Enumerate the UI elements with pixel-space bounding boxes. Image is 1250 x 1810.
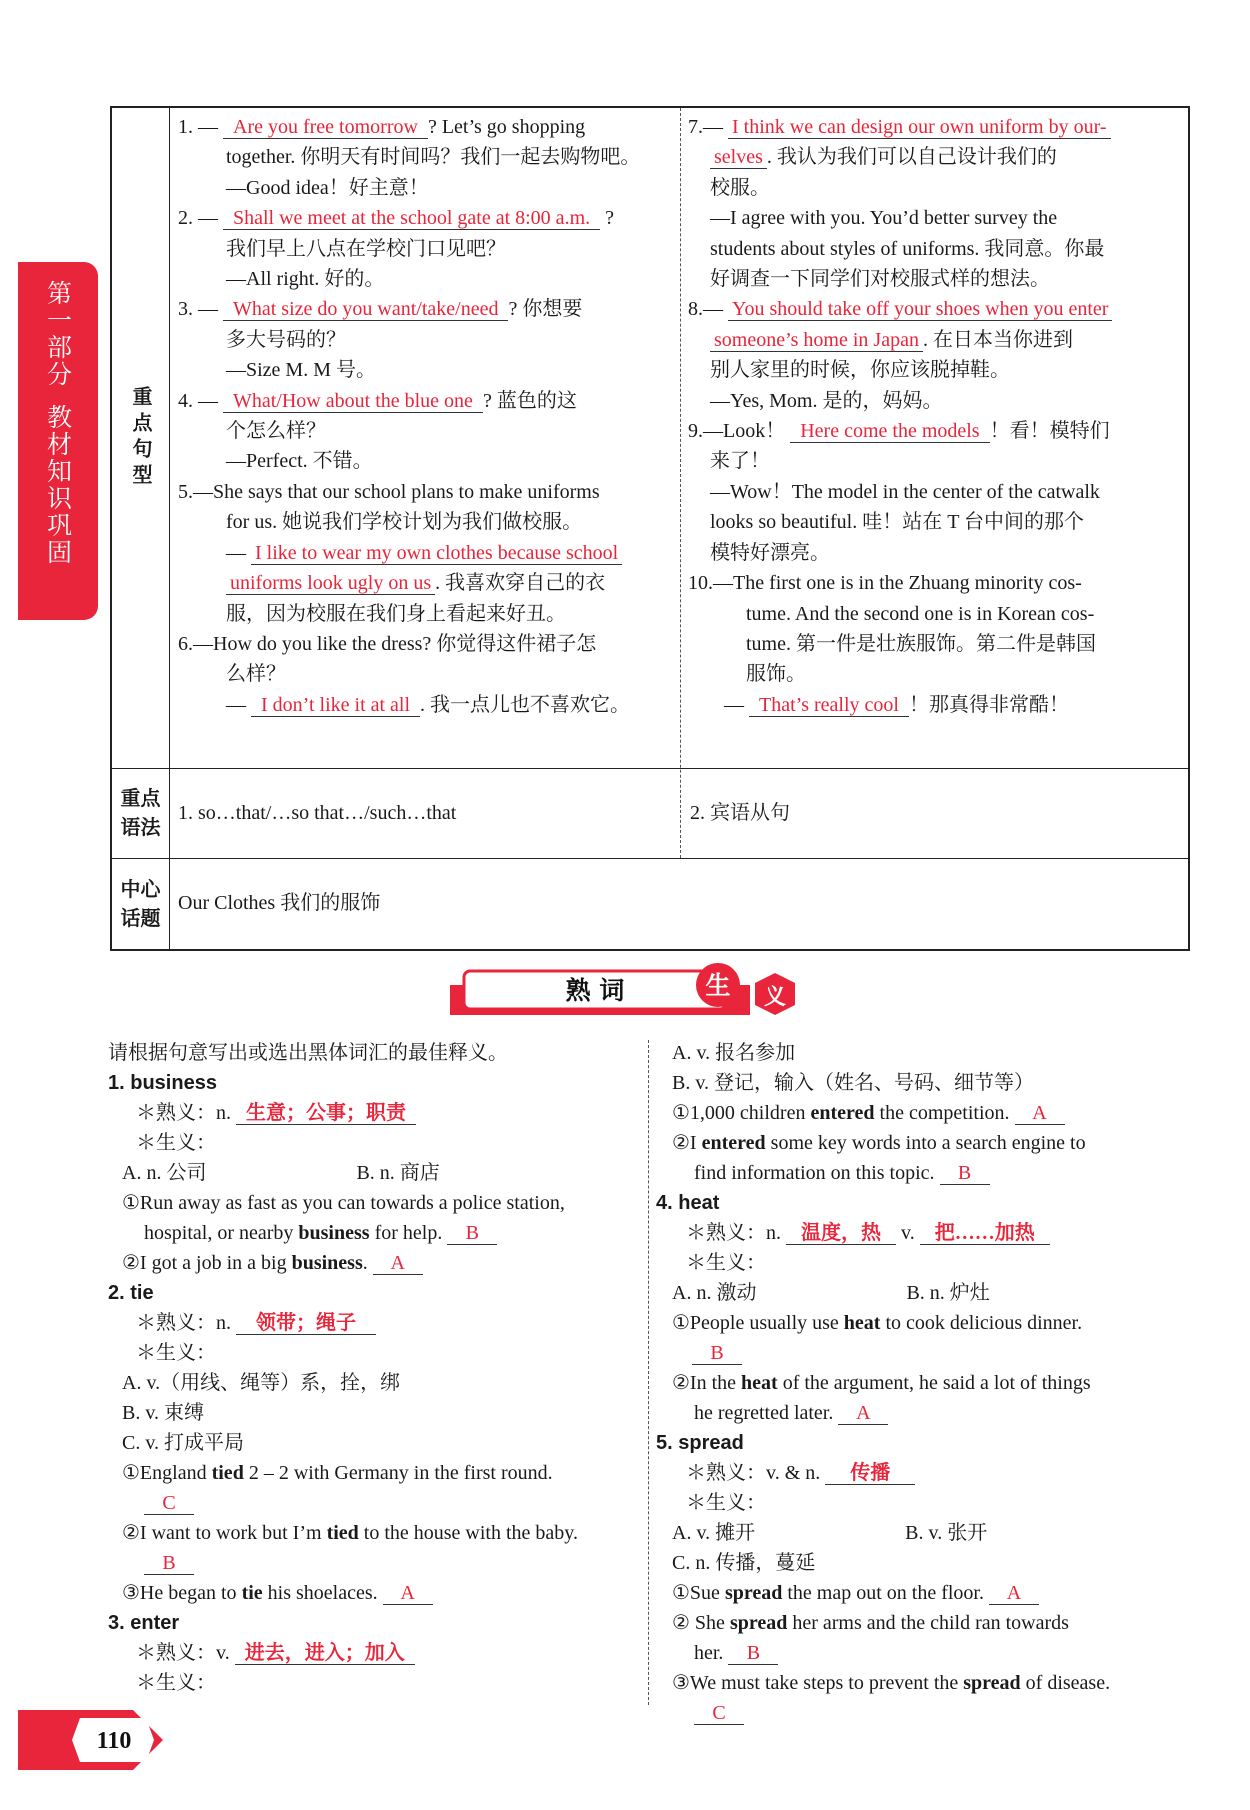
text-line xyxy=(108,1488,638,1518)
text-line: 3. enter xyxy=(108,1612,180,1634)
answer-blank: I like to wear my own clothes because school xyxy=(251,543,622,565)
text-line: 来了！ xyxy=(710,450,770,473)
text-line: — I don’t like it at all . 我一点儿也不喜欢它。 xyxy=(226,693,631,716)
answer-blank: That’s really cool xyxy=(749,695,909,717)
answer-blank: Here come the models xyxy=(790,421,989,443)
text-line: 多大号码的？ xyxy=(226,328,346,351)
side-tab-title: 教材知识巩固 xyxy=(43,404,73,566)
answer-blank: uniforms look ugly on us xyxy=(226,573,435,595)
answer-blank: B xyxy=(940,1163,990,1185)
sentence-list-left xyxy=(178,112,674,720)
text-line: ①Run away as fast as you can towards a police station, xyxy=(122,1192,565,1214)
grammar-point-2: 2. 宾语从句 xyxy=(690,802,790,824)
answer-blank: B xyxy=(447,1223,497,1245)
answer-blank: A xyxy=(1015,1103,1065,1125)
text-line: 1. business xyxy=(108,1072,217,1094)
answer-blank: B xyxy=(728,1643,778,1665)
sentence-8: 8.— You should take off your shoes when you enter xyxy=(688,294,1186,324)
answer-blank: I think we can design our own uniform by our- xyxy=(728,117,1111,139)
text-line: together. 你明天有时间吗？我们一起去购物吧。 xyxy=(226,146,641,169)
text-line: ③We must take steps to prevent the spread of disease. xyxy=(672,1672,1111,1694)
text-line: —Size M. M 号。 xyxy=(226,359,376,382)
text-line: A. n. 公司 B. n. 商店 xyxy=(122,1162,440,1184)
side-tab-part: 第一部分 xyxy=(43,280,73,388)
grammar-point-1: 1. so…that/…so that…/such…that xyxy=(178,802,457,824)
text-line: someone’s home in Japan . 在日本当你进到 xyxy=(688,325,1186,355)
answer-blank: A xyxy=(838,1403,888,1425)
text-line: 么样？ xyxy=(226,663,286,686)
answer-blank: What size do you want/take/need xyxy=(223,299,508,321)
sentence-9: 9.—Look！ Here come the models ！看！模特们 xyxy=(688,420,1110,443)
text-line: 别人家里的时候，你应该脱掉鞋。 xyxy=(710,359,1010,382)
sentence-3: 3. — What size do you want/take/need ? 你想要 xyxy=(178,298,583,321)
page-number: 110 xyxy=(96,1728,132,1754)
text-line: A. v.（用线、绳等）系，拴，绑 xyxy=(122,1372,401,1394)
sentence-10: 10.—The first one is in the Zhuang minority cos- xyxy=(688,572,1082,595)
text-line: — That’s really cool ！那真得非常酷！ xyxy=(724,693,1069,716)
text-line: selves . 我认为我们可以自己设计我们的 xyxy=(688,142,1186,172)
text-line: ② She spread her arms and the child ran towards xyxy=(672,1612,1069,1634)
text-line: ②In the heat of the argument, he said a lot of things xyxy=(672,1372,1091,1394)
text-line: — I like to wear my own clothes because school xyxy=(178,538,674,568)
text-line: 校服。 xyxy=(710,176,770,199)
text-line: tume. 第一件是壮族服饰。第二件是韩国 xyxy=(746,632,1096,655)
answer-blank: 把……加热 xyxy=(920,1223,1050,1245)
text-line: ＊生义： xyxy=(136,1342,216,1364)
text-line: ②I want to work but I’m tied to the house with the baby. xyxy=(122,1522,578,1544)
words-right-column xyxy=(656,1038,1182,1728)
text-line: ＊生义： xyxy=(686,1492,766,1514)
banner-graphic xyxy=(450,963,810,1023)
badge-yi: 义 xyxy=(763,985,787,1010)
text-line: ＊熟义：v. 进去，进入；加入 xyxy=(108,1638,638,1668)
text-line: ①People usually use heat to cook delicious dinner. xyxy=(672,1312,1083,1334)
answer-blank: selves xyxy=(710,147,767,169)
text-line: A. v. 报名参加 xyxy=(672,1042,796,1064)
text-line: C. v. 打成平局 xyxy=(122,1432,245,1454)
answer-blank: A xyxy=(989,1583,1039,1605)
text-line: hospital, or nearby business for help. B xyxy=(108,1218,638,1248)
answer-blank: A xyxy=(383,1583,433,1605)
answer-blank: 温度，热 xyxy=(786,1223,896,1245)
text-line: 5. spread xyxy=(656,1432,744,1454)
text-line: C. n. 传播，蔓延 xyxy=(672,1552,816,1574)
text-line: tume. And the second one is in Korean cos- xyxy=(746,602,1095,625)
text-line: 服，因为校服在我们身上看起来好丑。 xyxy=(226,602,566,625)
text-line: ②I got a job in a big business. A xyxy=(108,1248,638,1278)
text-line: 4. heat xyxy=(656,1192,720,1214)
answer-blank: C xyxy=(694,1703,744,1725)
text-line: for us. 她说我们学校计划为我们做校服。 xyxy=(226,511,583,534)
sentence-2: 2. — Shall we meet at the school gate at 8:00 a.m. ? xyxy=(178,207,615,230)
text-line: —All right. 好的。 xyxy=(226,268,385,291)
text-line: —Perfect. 不错。 xyxy=(226,450,373,473)
answer-blank: Shall we meet at the school gate at 8:00 a.m. xyxy=(223,208,600,230)
answer-blank: You should take off your shoes when you enter xyxy=(728,299,1112,321)
text-line: —Good idea！好主意！ xyxy=(226,176,429,199)
text-line: looks so beautiful. 哇！站在 T 台中间的那个 xyxy=(710,511,1085,534)
answer-blank: 生意；公事；职责 xyxy=(236,1103,416,1125)
answer-blank: someone’s home in Japan xyxy=(710,330,923,352)
text-line: 2. tie xyxy=(108,1282,154,1304)
answer-blank: B xyxy=(144,1553,194,1575)
text-line: B. v. 束缚 xyxy=(122,1402,205,1424)
sentence-7: 7.— I think we can design our own uniform by our- xyxy=(688,112,1186,142)
text-line: uniforms look ugly on us . 我喜欢穿自己的衣 xyxy=(178,568,674,598)
text-line: 服饰。 xyxy=(746,663,806,686)
text-line: B. v. 登记，输入（姓名、号码、细节等） xyxy=(672,1072,1035,1094)
text-line xyxy=(672,1698,1182,1728)
text-line: —Yes, Mom. 是的，妈妈。 xyxy=(710,389,943,412)
text-line: ＊熟义：n. 生意；公事；职责 xyxy=(108,1098,638,1128)
sentence-5: 5.—She says that our school plans to make uniforms xyxy=(178,480,600,503)
instruction: 请根据句意写出或选出黑体词汇的最佳释义。 xyxy=(108,1042,508,1064)
key-points-table xyxy=(110,106,1190,951)
text-line: 好调查一下同学们对校服式样的想法。 xyxy=(710,268,1050,291)
answer-blank: Are you free tomorrow xyxy=(223,117,428,139)
sentence-6: 6.—How do you like the dress? 你觉得这件裙子怎 xyxy=(178,632,597,655)
section-side-tab xyxy=(18,262,98,620)
topic-text: Our Clothes 我们的服饰 xyxy=(178,892,381,914)
sentence-list-right xyxy=(688,112,1186,720)
text-line: ①1,000 children entered the competition. A xyxy=(672,1098,1182,1128)
sentence-4: 4. — What/How about the blue one ? 蓝色的这 xyxy=(178,389,577,412)
sentence-header: 重点句型 xyxy=(112,108,170,768)
text-line: ①Sue spread the map out on the floor. A xyxy=(672,1578,1182,1608)
text-line: 我们早上八点在学校门口见吧？ xyxy=(226,237,506,260)
answer-blank: B xyxy=(692,1343,742,1365)
badge-sheng: 生 xyxy=(705,971,731,1000)
banner-title: 熟 词 xyxy=(565,976,625,1005)
section-banner xyxy=(450,963,810,1023)
sentence-1: 1. — Are you free tomorrow ? Let’s go shopping xyxy=(178,116,586,138)
text-line xyxy=(108,1548,638,1578)
text-line: students about styles of uniforms. 我同意。你最 xyxy=(710,237,1105,260)
text-line: ＊生义： xyxy=(686,1252,766,1274)
answer-blank: A xyxy=(373,1253,423,1275)
text-line: 个怎么样？ xyxy=(226,420,326,443)
topic-header: 中心话题 xyxy=(112,858,170,949)
text-line: —I agree with you. You’d better survey the xyxy=(710,207,1058,230)
answer-blank: C xyxy=(144,1493,194,1515)
text-line xyxy=(672,1338,1182,1368)
answer-blank: 传播 xyxy=(825,1463,915,1485)
text-line: her. B xyxy=(672,1638,1182,1668)
answer-blank: What/How about the blue one xyxy=(223,391,483,413)
words-left-column xyxy=(108,1038,638,1698)
text-line: ③He began to tie his shoelaces. A xyxy=(108,1578,638,1608)
text-line: ＊生义： xyxy=(136,1672,216,1694)
text-line: A. v. 摊开 B. v. 张开 xyxy=(672,1522,988,1544)
text-line: find information on this topic. B xyxy=(672,1158,1182,1188)
text-line: A. n. 激动 B. n. 炉灶 xyxy=(672,1282,990,1304)
answer-blank: 领带；绳子 xyxy=(236,1313,376,1335)
text-line: ②I entered some key words into a search engine to xyxy=(672,1132,1086,1154)
text-line: —Wow！The model in the center of the catwalk xyxy=(710,480,1100,503)
answer-blank: 进去，进入；加入 xyxy=(235,1643,415,1665)
text-line: ＊熟义：n. 温度，热 v. 把……加热 xyxy=(672,1218,1182,1248)
page-number-badge xyxy=(18,1710,163,1770)
text-line: ＊生义： xyxy=(136,1132,216,1154)
answer-blank: I don’t like it at all xyxy=(251,695,420,717)
grammar-header: 重点语法 xyxy=(112,768,170,858)
text-line: ①England tied 2 – 2 with Germany in the first round. xyxy=(122,1462,553,1484)
text-line: he regretted later. A xyxy=(672,1398,1182,1428)
text-line: ＊熟义：n. 领带；绳子 xyxy=(108,1308,638,1338)
text-line: 模特好漂亮。 xyxy=(710,541,830,564)
text-line: ＊熟义：v. & n. 传播 xyxy=(672,1458,1182,1488)
